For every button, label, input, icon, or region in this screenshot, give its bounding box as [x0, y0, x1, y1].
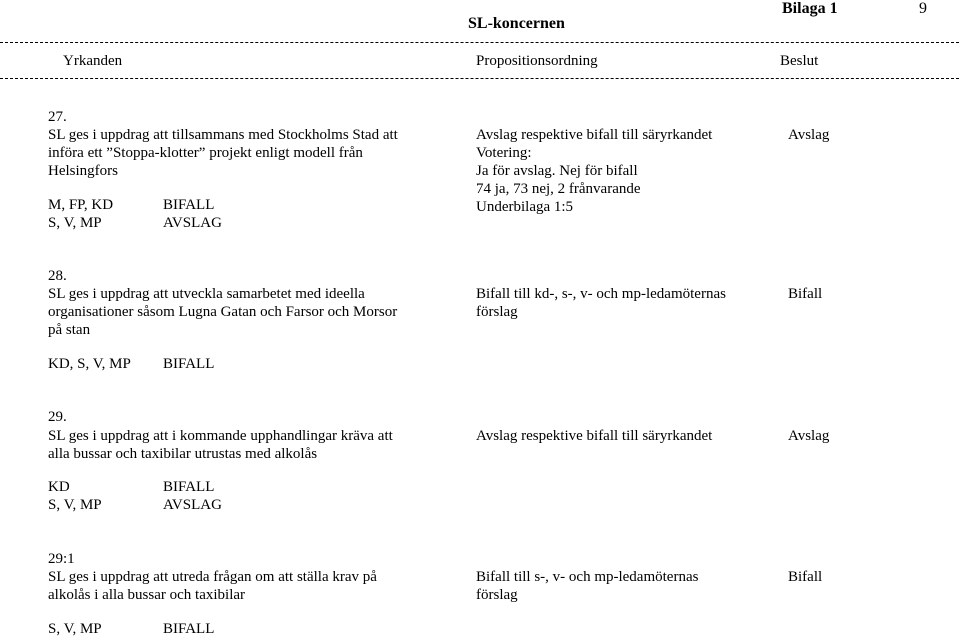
proposition-line: Votering: — [476, 145, 532, 161]
item-text-line: alla bussar och taxibilar utrustas med alkolås — [48, 446, 318, 462]
beslut-value: Bifall — [788, 569, 823, 585]
vote-parties: S, V, MP — [48, 215, 102, 231]
column-header-yrkanden: Yrkanden — [63, 53, 123, 69]
vote-value: AVSLAG — [163, 497, 222, 513]
proposition-line: Avslag respektive bifall till säryrkandet — [476, 428, 713, 444]
proposition-text — [476, 285, 726, 321]
proposition-line: Ja för avslag. Nej för bifall — [476, 163, 638, 179]
item-number: 29. — [48, 409, 67, 425]
item-text-line: införa ett ”Stoppa-klotter” projekt enligt modell från — [48, 145, 363, 161]
beslut-value: Avslag — [788, 428, 830, 444]
item-text — [48, 285, 397, 339]
item-number: 27. — [48, 109, 67, 125]
proposition-line: förslag — [476, 304, 518, 320]
proposition-line: 74 ja, 73 nej, 2 frånvarande — [476, 181, 641, 197]
header-divider-bottom — [0, 78, 959, 79]
beslut-value: Avslag — [788, 127, 830, 143]
beslut-value: Bifall — [788, 286, 823, 302]
proposition-text — [476, 427, 712, 445]
vote-value: AVSLAG — [163, 215, 222, 231]
proposition-line: Bifall till s-, v- och mp-ledamöternas — [476, 569, 699, 585]
vote-parties: KD — [48, 479, 70, 495]
proposition-line: Bifall till kd-, s-, v- och mp-ledamöternas — [476, 286, 726, 302]
vote-value: BIFALL — [163, 621, 215, 637]
vote-value: BIFALL — [163, 479, 215, 495]
item-number: 28. — [48, 268, 67, 284]
item-text — [48, 427, 393, 463]
bilaga-label: Bilaga 1 — [782, 0, 838, 17]
proposition-text — [476, 568, 698, 604]
item-text-line: SL ges i uppdrag att tillsammans med Stockholms Stad att — [48, 127, 398, 143]
page-title: SL-koncernen — [468, 15, 565, 32]
item-text-line: alkolås i alla bussar och taxibilar — [48, 587, 246, 603]
proposition-text — [476, 126, 712, 216]
item-text-line: på stan — [48, 322, 91, 338]
vote-parties: KD, S, V, MP — [48, 356, 131, 372]
item-text-line: SL ges i uppdrag att utreda frågan om att ställa krav på — [48, 569, 377, 585]
item-text-line: Helsingfors — [48, 163, 118, 179]
vote-parties: S, V, MP — [48, 621, 102, 637]
proposition-line: Avslag respektive bifall till säryrkandet — [476, 127, 713, 143]
vote-parties: S, V, MP — [48, 497, 102, 513]
vote-value: BIFALL — [163, 356, 215, 372]
proposition-line: förslag — [476, 587, 518, 603]
proposition-line: Underbilaga 1:5 — [476, 199, 574, 215]
header-divider-top — [0, 42, 959, 43]
vote-value: BIFALL — [163, 197, 215, 213]
page-number: 9 — [919, 0, 927, 17]
item-text-line: SL ges i uppdrag att utveckla samarbetet med ideella — [48, 286, 365, 302]
item-text — [48, 126, 398, 180]
item-text — [48, 568, 377, 604]
item-text-line: SL ges i uppdrag att i kommande upphandlingar kräva att — [48, 428, 393, 444]
item-number: 29:1 — [48, 551, 75, 567]
item-text-line: organisationer såsom Lugna Gatan och Farsor och Morsor — [48, 304, 398, 320]
column-header-propositionsordning: Propositionsordning — [476, 53, 598, 69]
vote-parties: M, FP, KD — [48, 197, 114, 213]
column-header-beslut: Beslut — [780, 53, 819, 69]
